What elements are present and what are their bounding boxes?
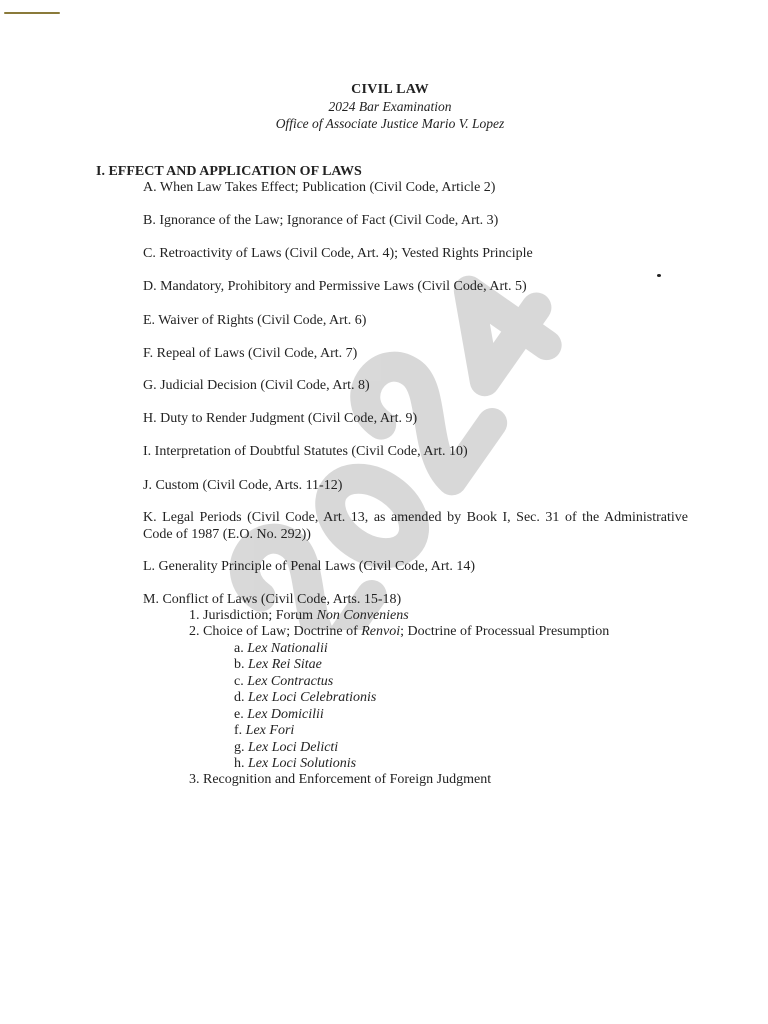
- lex-letter: h.: [234, 756, 245, 771]
- conflict-sub-1-text: 1. Jurisdiction; Forum: [189, 608, 317, 623]
- lex-letter: a.: [234, 641, 244, 656]
- outline-item-b: B. Ignorance of the Law; Ignorance of Fact (Civil Code, Art. 3): [143, 213, 499, 228]
- lex-name: Lex Contractus: [247, 674, 334, 689]
- document-subtitle: 2024 Bar Examination: [328, 99, 452, 114]
- lex-name: Lex Domicilii: [247, 707, 324, 722]
- conflict-sub-2-text: 2. Choice of Law; Doctrine of: [189, 624, 362, 639]
- conflict-sub-2-suffix: ; Doctrine of Processual Presumption: [400, 624, 610, 639]
- document-title: CIVIL LAW: [351, 82, 429, 97]
- lex-letter: g.: [234, 740, 245, 755]
- lex-item: [234, 740, 338, 756]
- lex-name: Lex Nationalii: [247, 641, 328, 656]
- lex-item: [234, 690, 376, 706]
- outline-item-h: H. Duty to Render Judgment (Civil Code, Art. 9): [143, 411, 418, 426]
- outline-item-m: M. Conflict of Laws (Civil Code, Arts. 15-18): [143, 592, 402, 607]
- conflict-sub-1: [189, 608, 409, 624]
- lex-item: [234, 674, 333, 690]
- outline-item-a: A. When Law Takes Effect; Publication (Civil Code, Article 2): [143, 180, 496, 195]
- lex-letter: c.: [234, 674, 244, 689]
- lex-item: [234, 723, 294, 739]
- lex-letter: e.: [234, 707, 244, 722]
- lex-letter: d.: [234, 690, 245, 705]
- outline-item-g: G. Judicial Decision (Civil Code, Art. 8): [143, 378, 370, 393]
- outline-item-l: L. Generality Principle of Penal Laws (Civil Code, Art. 14): [143, 559, 476, 574]
- lex-letter: f.: [234, 723, 243, 738]
- lex-name: Lex Rei Sitae: [248, 657, 322, 672]
- conflict-sub-2-italic: Renvoi: [361, 624, 401, 639]
- conflict-sub-2: [189, 624, 609, 640]
- outline-item-d: D. Mandatory, Prohibitory and Permissive Laws (Civil Code, Art. 5): [143, 279, 527, 294]
- outline-item-k: K. Legal Periods (Civil Code, Art. 13, as amended by Book I, Sec. 31 of the Administrative Code of 1987 (E.O. No. 292)): [143, 510, 688, 542]
- scan-speck: [657, 274, 661, 277]
- section-heading: I. EFFECT AND APPLICATION OF LAWS: [96, 164, 362, 179]
- lex-name: Lex Loci Delicti: [248, 740, 339, 755]
- conflict-sub-3: 3. Recognition and Enforcement of Foreign Judgment: [189, 772, 492, 787]
- lex-item: [234, 641, 328, 657]
- outline-item-j: J. Custom (Civil Code, Arts. 11-12): [143, 478, 343, 493]
- outline-item-f: F. Repeal of Laws (Civil Code, Art. 7): [143, 346, 358, 361]
- document-office: Office of Associate Justice Mario V. Lopez: [275, 116, 505, 131]
- lex-name: Lex Loci Celebrationis: [248, 690, 377, 705]
- ink-smudge: [4, 12, 60, 14]
- outline-item-c: C. Retroactivity of Laws (Civil Code, Art. 4); Vested Rights Principle: [143, 246, 533, 261]
- lex-name: Lex Fori: [245, 723, 295, 738]
- conflict-sub-1-italic: Non Conveniens: [316, 608, 409, 623]
- lex-item: [234, 756, 356, 772]
- outline-item-i: I. Interpretation of Doubtful Statutes (Civil Code, Art. 10): [143, 444, 468, 459]
- lex-item: [234, 707, 324, 723]
- lex-item: [234, 657, 322, 673]
- lex-letter: b.: [234, 657, 245, 672]
- outline-item-e: E. Waiver of Rights (Civil Code, Art. 6): [143, 313, 367, 328]
- lex-name: Lex Loci Solutionis: [248, 756, 357, 771]
